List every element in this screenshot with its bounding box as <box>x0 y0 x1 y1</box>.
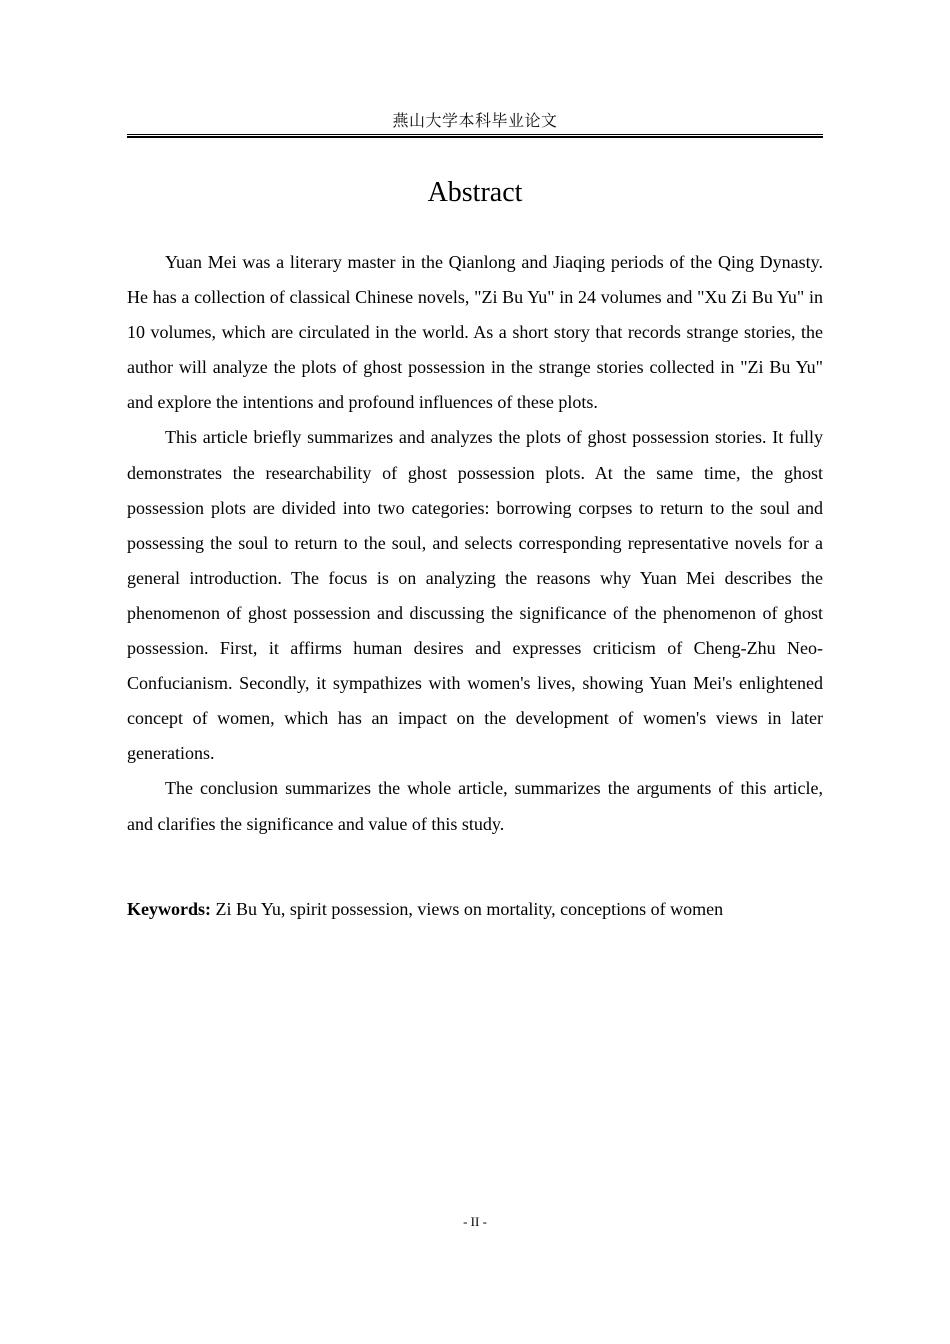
abstract-title: Abstract <box>427 177 523 208</box>
header-double-rule <box>127 134 823 138</box>
abstract-paragraph-1: Yuan Mei was a literary master in the Qianlong and Jiaqing periods of the Qing Dynasty. He has a collection of classical Chinese novels, "Zi Bu Yu" in 24 volumes and "Xu Zi Bu Yu" in 10 volumes, which are circulated in the world. As a short story that records strange stories, the author will analyze the plots of ghost possession in the strange stories collected in "Zi Bu Yu" and explore the intentions and profound influences of these plots. <box>127 252 823 413</box>
abstract-body <box>127 245 823 842</box>
abstract-paragraph-2: This article briefly summarizes and analyzes the plots of ghost possession stories. It fully demonstrates the researchability of ghost possession plots. At the same time, the ghost possession plots are divided into two categories: borrowing corpses to return to the soul and possessing the soul to return to the soul, and selects corresponding representative novels for a general introduction. The focus is on analyzing the reasons why Yuan Mei describes the phenomenon of ghost possession and discussing the significance of the phenomenon of ghost possession. First, it affirms human desires and expresses criticism of Cheng-Zhu Neo-Confucianism. Secondly, it sympathizes with women's lives, showing Yuan Mei's enlightened concept of women, which has an impact on the development of women's views in later generations. <box>127 427 823 764</box>
abstract-paragraph-3: The conclusion summarizes the whole article, summarizes the arguments of this article, and clarifies the significance and value of this study. <box>127 778 823 834</box>
page-number: - II - <box>463 1214 487 1229</box>
keywords-label: Keywords: <box>127 899 211 919</box>
running-header: 燕山大学本科毕业论文 <box>392 113 558 130</box>
keywords-line <box>127 895 823 923</box>
keywords-text: Zi Bu Yu, spirit possession, views on mortality, conceptions of women <box>211 899 724 919</box>
